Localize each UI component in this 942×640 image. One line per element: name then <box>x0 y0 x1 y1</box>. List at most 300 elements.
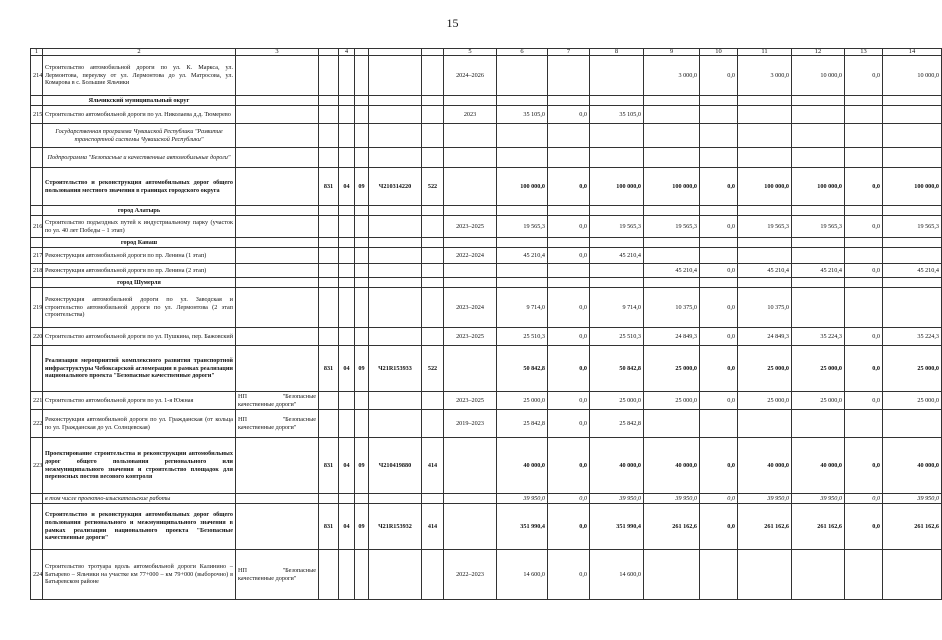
value-cell <box>339 288 355 328</box>
value-cell: 414 <box>422 504 444 550</box>
value-cell <box>422 410 444 438</box>
row-number: 219 <box>31 288 43 328</box>
column-number <box>369 49 422 56</box>
empty-cell <box>700 278 738 288</box>
table-row <box>31 238 942 248</box>
table-row <box>31 216 942 238</box>
row-number: 215 <box>31 106 43 124</box>
empty-cell <box>497 124 548 148</box>
value-cell: 0,0 <box>548 248 590 264</box>
empty-cell <box>644 148 700 168</box>
empty-cell <box>236 206 319 216</box>
column-number: 7 <box>548 49 590 56</box>
value-cell: 0,0 <box>845 168 883 206</box>
value-cell <box>738 248 792 264</box>
column-number: 1 <box>31 49 43 56</box>
value-cell <box>319 410 339 438</box>
empty-cell <box>845 148 883 168</box>
table-row <box>31 288 942 328</box>
value-cell: 25 000,0 <box>497 392 548 410</box>
value-cell <box>422 216 444 238</box>
value-cell: 0,0 <box>845 216 883 238</box>
period-cell <box>444 438 497 494</box>
item-name: Строительство автомобильной дороги по ул. Николаева д.д. Тюмерево <box>43 106 236 124</box>
table-row <box>31 550 942 600</box>
value-cell: 831 <box>319 504 339 550</box>
empty-cell <box>422 148 444 168</box>
table-row <box>31 148 942 168</box>
column-number: 2 <box>43 49 236 56</box>
empty-cell <box>319 96 339 106</box>
item-name: Строительство автомобильной дороги по ул. К. Маркса, ул. Лермонтова, переулку от ул. Лермонтова до ул. Матросова, ул. Комарова в с. Большие Яльчики <box>43 56 236 96</box>
value-cell: 0,0 <box>700 328 738 346</box>
row-number-cell <box>31 148 43 168</box>
value-cell: 40 000,0 <box>644 438 700 494</box>
value-cell: 0,0 <box>845 438 883 494</box>
empty-cell <box>845 96 883 106</box>
value-cell <box>548 56 590 96</box>
value-cell <box>355 410 369 438</box>
value-cell: 0,0 <box>845 264 883 278</box>
row-number: 222 <box>31 410 43 438</box>
value-cell <box>883 288 942 328</box>
value-cell: 0,0 <box>845 504 883 550</box>
row-number-cell <box>31 124 43 148</box>
value-cell: 100 000,0 <box>883 168 942 206</box>
value-cell: 39 950,0 <box>644 494 700 504</box>
value-cell: 25 000,0 <box>644 392 700 410</box>
value-cell: 35 105,0 <box>497 106 548 124</box>
value-cell <box>339 264 355 278</box>
value-cell <box>700 550 738 600</box>
value-cell <box>369 410 422 438</box>
value-cell <box>355 288 369 328</box>
empty-cell <box>792 238 845 248</box>
value-cell <box>339 328 355 346</box>
value-cell: 14 600,0 <box>497 550 548 600</box>
value-cell <box>644 106 700 124</box>
item-name: Строительство и реконструкция автомобильных дорог общего пользования местного значения в границах городского округа <box>43 168 236 206</box>
value-cell <box>355 494 369 504</box>
period-cell: 2023–2024 <box>444 288 497 328</box>
value-cell <box>369 248 422 264</box>
empty-cell <box>444 206 497 216</box>
empty-cell <box>497 278 548 288</box>
value-cell: 100 000,0 <box>590 168 644 206</box>
empty-cell <box>236 238 319 248</box>
value-cell: 45 210,4 <box>738 264 792 278</box>
section-heading: Яльчикский муниципальный округ <box>43 96 236 106</box>
value-cell: 04 <box>339 504 355 550</box>
empty-cell <box>236 96 319 106</box>
table-row <box>31 106 942 124</box>
row-number: 224 <box>31 550 43 600</box>
value-cell <box>355 550 369 600</box>
empty-cell <box>369 124 422 148</box>
national-project <box>236 504 319 550</box>
value-cell: 100 000,0 <box>644 168 700 206</box>
item-name: Проектирование строительства и реконструкции автомобильных дорог общего пользования регионального или межмуниципального значения и строительство площадок для переносных постов весового контроля <box>43 438 236 494</box>
national-project <box>236 216 319 238</box>
table-row <box>31 56 942 96</box>
empty-cell <box>369 96 422 106</box>
empty-cell <box>355 96 369 106</box>
value-cell: 09 <box>355 504 369 550</box>
value-cell: 25 000,0 <box>738 392 792 410</box>
value-cell: 10 000,0 <box>792 56 845 96</box>
value-cell: 0,0 <box>700 288 738 328</box>
national-project <box>236 288 319 328</box>
value-cell: 04 <box>339 438 355 494</box>
empty-cell <box>369 206 422 216</box>
value-cell <box>700 106 738 124</box>
value-cell <box>319 56 339 96</box>
empty-cell <box>738 206 792 216</box>
value-cell: 261 162,6 <box>792 504 845 550</box>
value-cell <box>319 106 339 124</box>
empty-cell <box>422 278 444 288</box>
value-cell: 40 000,0 <box>792 438 845 494</box>
empty-cell <box>339 278 355 288</box>
value-cell <box>422 248 444 264</box>
table-row <box>31 168 942 206</box>
value-cell <box>355 392 369 410</box>
empty-cell <box>738 238 792 248</box>
national-project <box>236 168 319 206</box>
value-cell: 100 000,0 <box>792 168 845 206</box>
value-cell: Ч210314220 <box>369 168 422 206</box>
value-cell: 10 375,0 <box>644 288 700 328</box>
column-number: 3 <box>236 49 319 56</box>
row-number-cell <box>31 96 43 106</box>
period-cell <box>444 168 497 206</box>
value-cell: 19 565,3 <box>644 216 700 238</box>
empty-cell <box>644 96 700 106</box>
value-cell <box>845 106 883 124</box>
empty-cell <box>845 238 883 248</box>
empty-cell <box>590 206 644 216</box>
empty-cell <box>444 124 497 148</box>
value-cell: 351 990,4 <box>497 504 548 550</box>
column-number <box>319 49 339 56</box>
row-number-cell <box>31 206 43 216</box>
value-cell <box>369 550 422 600</box>
table-row <box>31 438 942 494</box>
value-cell <box>369 494 422 504</box>
empty-cell <box>355 206 369 216</box>
national-project <box>236 248 319 264</box>
value-cell: 09 <box>355 438 369 494</box>
value-cell <box>319 248 339 264</box>
value-cell <box>700 410 738 438</box>
empty-cell <box>422 238 444 248</box>
value-cell <box>355 106 369 124</box>
value-cell: 0,0 <box>548 410 590 438</box>
value-cell: 0,0 <box>548 346 590 392</box>
table-row <box>31 248 942 264</box>
value-cell: 261 162,6 <box>644 504 700 550</box>
empty-cell <box>236 278 319 288</box>
value-cell <box>355 328 369 346</box>
value-cell: 24 849,3 <box>738 328 792 346</box>
period-cell <box>444 346 497 392</box>
row-number-cell <box>31 278 43 288</box>
row-number: 216 <box>31 216 43 238</box>
period-cell: 2023–2025 <box>444 216 497 238</box>
empty-cell <box>644 278 700 288</box>
period-cell: 2023–2025 <box>444 328 497 346</box>
empty-cell <box>700 238 738 248</box>
value-cell <box>422 288 444 328</box>
empty-cell <box>422 206 444 216</box>
empty-cell <box>548 124 590 148</box>
value-cell: 39 950,0 <box>738 494 792 504</box>
value-cell <box>369 106 422 124</box>
period-cell: 2023 <box>444 106 497 124</box>
value-cell: 0,0 <box>700 504 738 550</box>
table-row <box>31 264 942 278</box>
value-cell <box>319 328 339 346</box>
national-project: НП "Безопасные качественные дороги" <box>236 550 319 600</box>
row-number <box>31 346 43 392</box>
empty-cell <box>444 148 497 168</box>
empty-cell <box>738 148 792 168</box>
empty-cell <box>236 124 319 148</box>
national-project <box>236 106 319 124</box>
value-cell: 45 210,4 <box>644 264 700 278</box>
empty-cell <box>444 238 497 248</box>
empty-cell <box>339 96 355 106</box>
empty-cell <box>700 96 738 106</box>
empty-cell <box>883 278 942 288</box>
empty-cell <box>738 96 792 106</box>
value-cell <box>369 56 422 96</box>
row-number <box>31 494 43 504</box>
value-cell <box>883 550 942 600</box>
empty-cell <box>444 278 497 288</box>
value-cell <box>883 410 942 438</box>
column-number: 13 <box>845 49 883 56</box>
row-number: 223 <box>31 438 43 494</box>
value-cell <box>422 494 444 504</box>
row-number: 218 <box>31 264 43 278</box>
value-cell <box>644 550 700 600</box>
value-cell: 25 000,0 <box>590 392 644 410</box>
value-cell: 0,0 <box>700 264 738 278</box>
table-row <box>31 504 942 550</box>
column-number: 14 <box>883 49 942 56</box>
value-cell <box>319 264 339 278</box>
value-cell: 0,0 <box>700 168 738 206</box>
value-cell <box>339 56 355 96</box>
empty-cell <box>883 148 942 168</box>
column-number: 8 <box>590 49 644 56</box>
empty-cell <box>319 278 339 288</box>
value-cell: 10 375,0 <box>738 288 792 328</box>
value-cell <box>319 216 339 238</box>
value-cell: 25 000,0 <box>883 392 942 410</box>
empty-cell <box>700 124 738 148</box>
item-name: Реконструкция автомобильной дороги по ул. Заводская и строительство автомобильной дороги по ул. Лермонтова (2 этап строительства) <box>43 288 236 328</box>
value-cell <box>339 216 355 238</box>
table-row <box>31 494 942 504</box>
empty-cell <box>845 206 883 216</box>
value-cell <box>422 56 444 96</box>
value-cell <box>319 392 339 410</box>
empty-cell <box>548 148 590 168</box>
empty-cell <box>644 124 700 148</box>
value-cell: 0,0 <box>700 494 738 504</box>
program-heading: Подпрограмма "Безопасные и качественные автомобильные дороги" <box>43 148 236 168</box>
empty-cell <box>590 124 644 148</box>
value-cell <box>792 106 845 124</box>
national-project: НП "Безопасные качественные дороги" <box>236 392 319 410</box>
value-cell: 09 <box>355 168 369 206</box>
empty-cell <box>339 238 355 248</box>
value-cell: 0,0 <box>700 346 738 392</box>
table-row <box>31 96 942 106</box>
value-cell: 831 <box>319 168 339 206</box>
empty-cell <box>339 206 355 216</box>
empty-cell <box>497 148 548 168</box>
value-cell: 0,0 <box>700 392 738 410</box>
national-project <box>236 494 319 504</box>
value-cell <box>883 248 942 264</box>
value-cell: 09 <box>355 346 369 392</box>
value-cell: 39 950,0 <box>883 494 942 504</box>
column-number-row <box>31 49 942 56</box>
empty-cell <box>590 148 644 168</box>
national-project <box>236 56 319 96</box>
value-cell <box>845 550 883 600</box>
section-heading: город Шумерля <box>43 278 236 288</box>
empty-cell <box>883 96 942 106</box>
value-cell <box>644 410 700 438</box>
empty-cell <box>738 124 792 148</box>
value-cell: 25 842,8 <box>590 410 644 438</box>
value-cell: Ч21R153933 <box>369 346 422 392</box>
value-cell: 0,0 <box>548 392 590 410</box>
row-number: 221 <box>31 392 43 410</box>
table-row <box>31 346 942 392</box>
value-cell <box>339 494 355 504</box>
column-number <box>355 49 369 56</box>
value-cell: 25 842,8 <box>497 410 548 438</box>
empty-cell <box>700 206 738 216</box>
table-row <box>31 278 942 288</box>
empty-cell <box>319 148 339 168</box>
value-cell: 45 210,4 <box>590 248 644 264</box>
table-row <box>31 410 942 438</box>
value-cell: 25 510,3 <box>497 328 548 346</box>
value-cell: 25 000,0 <box>792 392 845 410</box>
value-cell: 19 565,3 <box>497 216 548 238</box>
empty-cell <box>548 96 590 106</box>
value-cell: 0,0 <box>700 56 738 96</box>
empty-cell <box>738 278 792 288</box>
value-cell: 0,0 <box>548 216 590 238</box>
section-heading: город Канаш <box>43 238 236 248</box>
value-cell: 0,0 <box>700 438 738 494</box>
value-cell: 0,0 <box>548 550 590 600</box>
empty-cell <box>792 206 845 216</box>
empty-cell <box>497 238 548 248</box>
empty-cell <box>444 96 497 106</box>
period-cell <box>444 494 497 504</box>
value-cell: 39 950,0 <box>590 494 644 504</box>
value-cell <box>738 106 792 124</box>
page-number: 15 <box>446 16 459 30</box>
value-cell: 25 000,0 <box>644 346 700 392</box>
value-cell: 25 000,0 <box>883 346 942 392</box>
value-cell: 50 842,8 <box>497 346 548 392</box>
empty-cell <box>369 238 422 248</box>
empty-cell <box>644 206 700 216</box>
empty-cell <box>319 238 339 248</box>
value-cell: 25 000,0 <box>792 346 845 392</box>
value-cell <box>883 106 942 124</box>
value-cell <box>369 392 422 410</box>
empty-cell <box>369 148 422 168</box>
value-cell: 19 565,3 <box>590 216 644 238</box>
empty-cell <box>422 124 444 148</box>
item-name: Реконструкция автомобильной дороги по пр. Ленина (2 этап) <box>43 264 236 278</box>
empty-cell <box>792 278 845 288</box>
value-cell: 10 000,0 <box>883 56 942 96</box>
value-cell <box>497 264 548 278</box>
row-number <box>31 504 43 550</box>
value-cell: 9 714,0 <box>590 288 644 328</box>
value-cell: 24 849,3 <box>644 328 700 346</box>
value-cell <box>319 288 339 328</box>
value-cell <box>497 56 548 96</box>
item-name: Реализация мероприятий комплексного развития транспортной инфраструктуры Чебоксарской агломерации в рамках реализации национального проекта "Безопасные качественные дороги" <box>43 346 236 392</box>
empty-cell <box>792 96 845 106</box>
value-cell: 40 000,0 <box>738 438 792 494</box>
empty-cell <box>883 206 942 216</box>
value-cell <box>422 106 444 124</box>
value-cell: 45 210,4 <box>792 264 845 278</box>
value-cell <box>355 264 369 278</box>
empty-cell <box>497 206 548 216</box>
empty-cell <box>845 124 883 148</box>
empty-cell <box>319 124 339 148</box>
value-cell: 39 950,0 <box>497 494 548 504</box>
value-cell: 351 990,4 <box>590 504 644 550</box>
value-cell: 261 162,6 <box>738 504 792 550</box>
column-number: 11 <box>738 49 792 56</box>
value-cell: 522 <box>422 346 444 392</box>
empty-cell <box>339 148 355 168</box>
period-cell: 2022–2024 <box>444 248 497 264</box>
column-number: 4 <box>339 49 355 56</box>
empty-cell <box>548 238 590 248</box>
value-cell: 0,0 <box>548 504 590 550</box>
period-cell: 2019–2023 <box>444 410 497 438</box>
item-name: Реконструкция автомобильной дороги по пр. Ленина (1 этап) <box>43 248 236 264</box>
value-cell: 522 <box>422 168 444 206</box>
value-cell: 3 000,0 <box>738 56 792 96</box>
empty-cell <box>792 148 845 168</box>
value-cell: 40 000,0 <box>590 438 644 494</box>
value-cell <box>355 56 369 96</box>
national-project: НП "Безопасные качественные дороги" <box>236 410 319 438</box>
item-name: в том числе проектно-изыскательские работы <box>43 494 236 504</box>
value-cell <box>845 410 883 438</box>
item-name: Реконструкция автомобильной дороги по ул. Гражданская (от кольца по ул. Гражданская до ул. Солнцевская) <box>43 410 236 438</box>
item-name: Строительство и реконструкция автомобильных дорог общего пользования регионального и межмуниципального значения в рамках реализации национального проекта "Безопасные качественные дороги" <box>43 504 236 550</box>
value-cell <box>422 550 444 600</box>
